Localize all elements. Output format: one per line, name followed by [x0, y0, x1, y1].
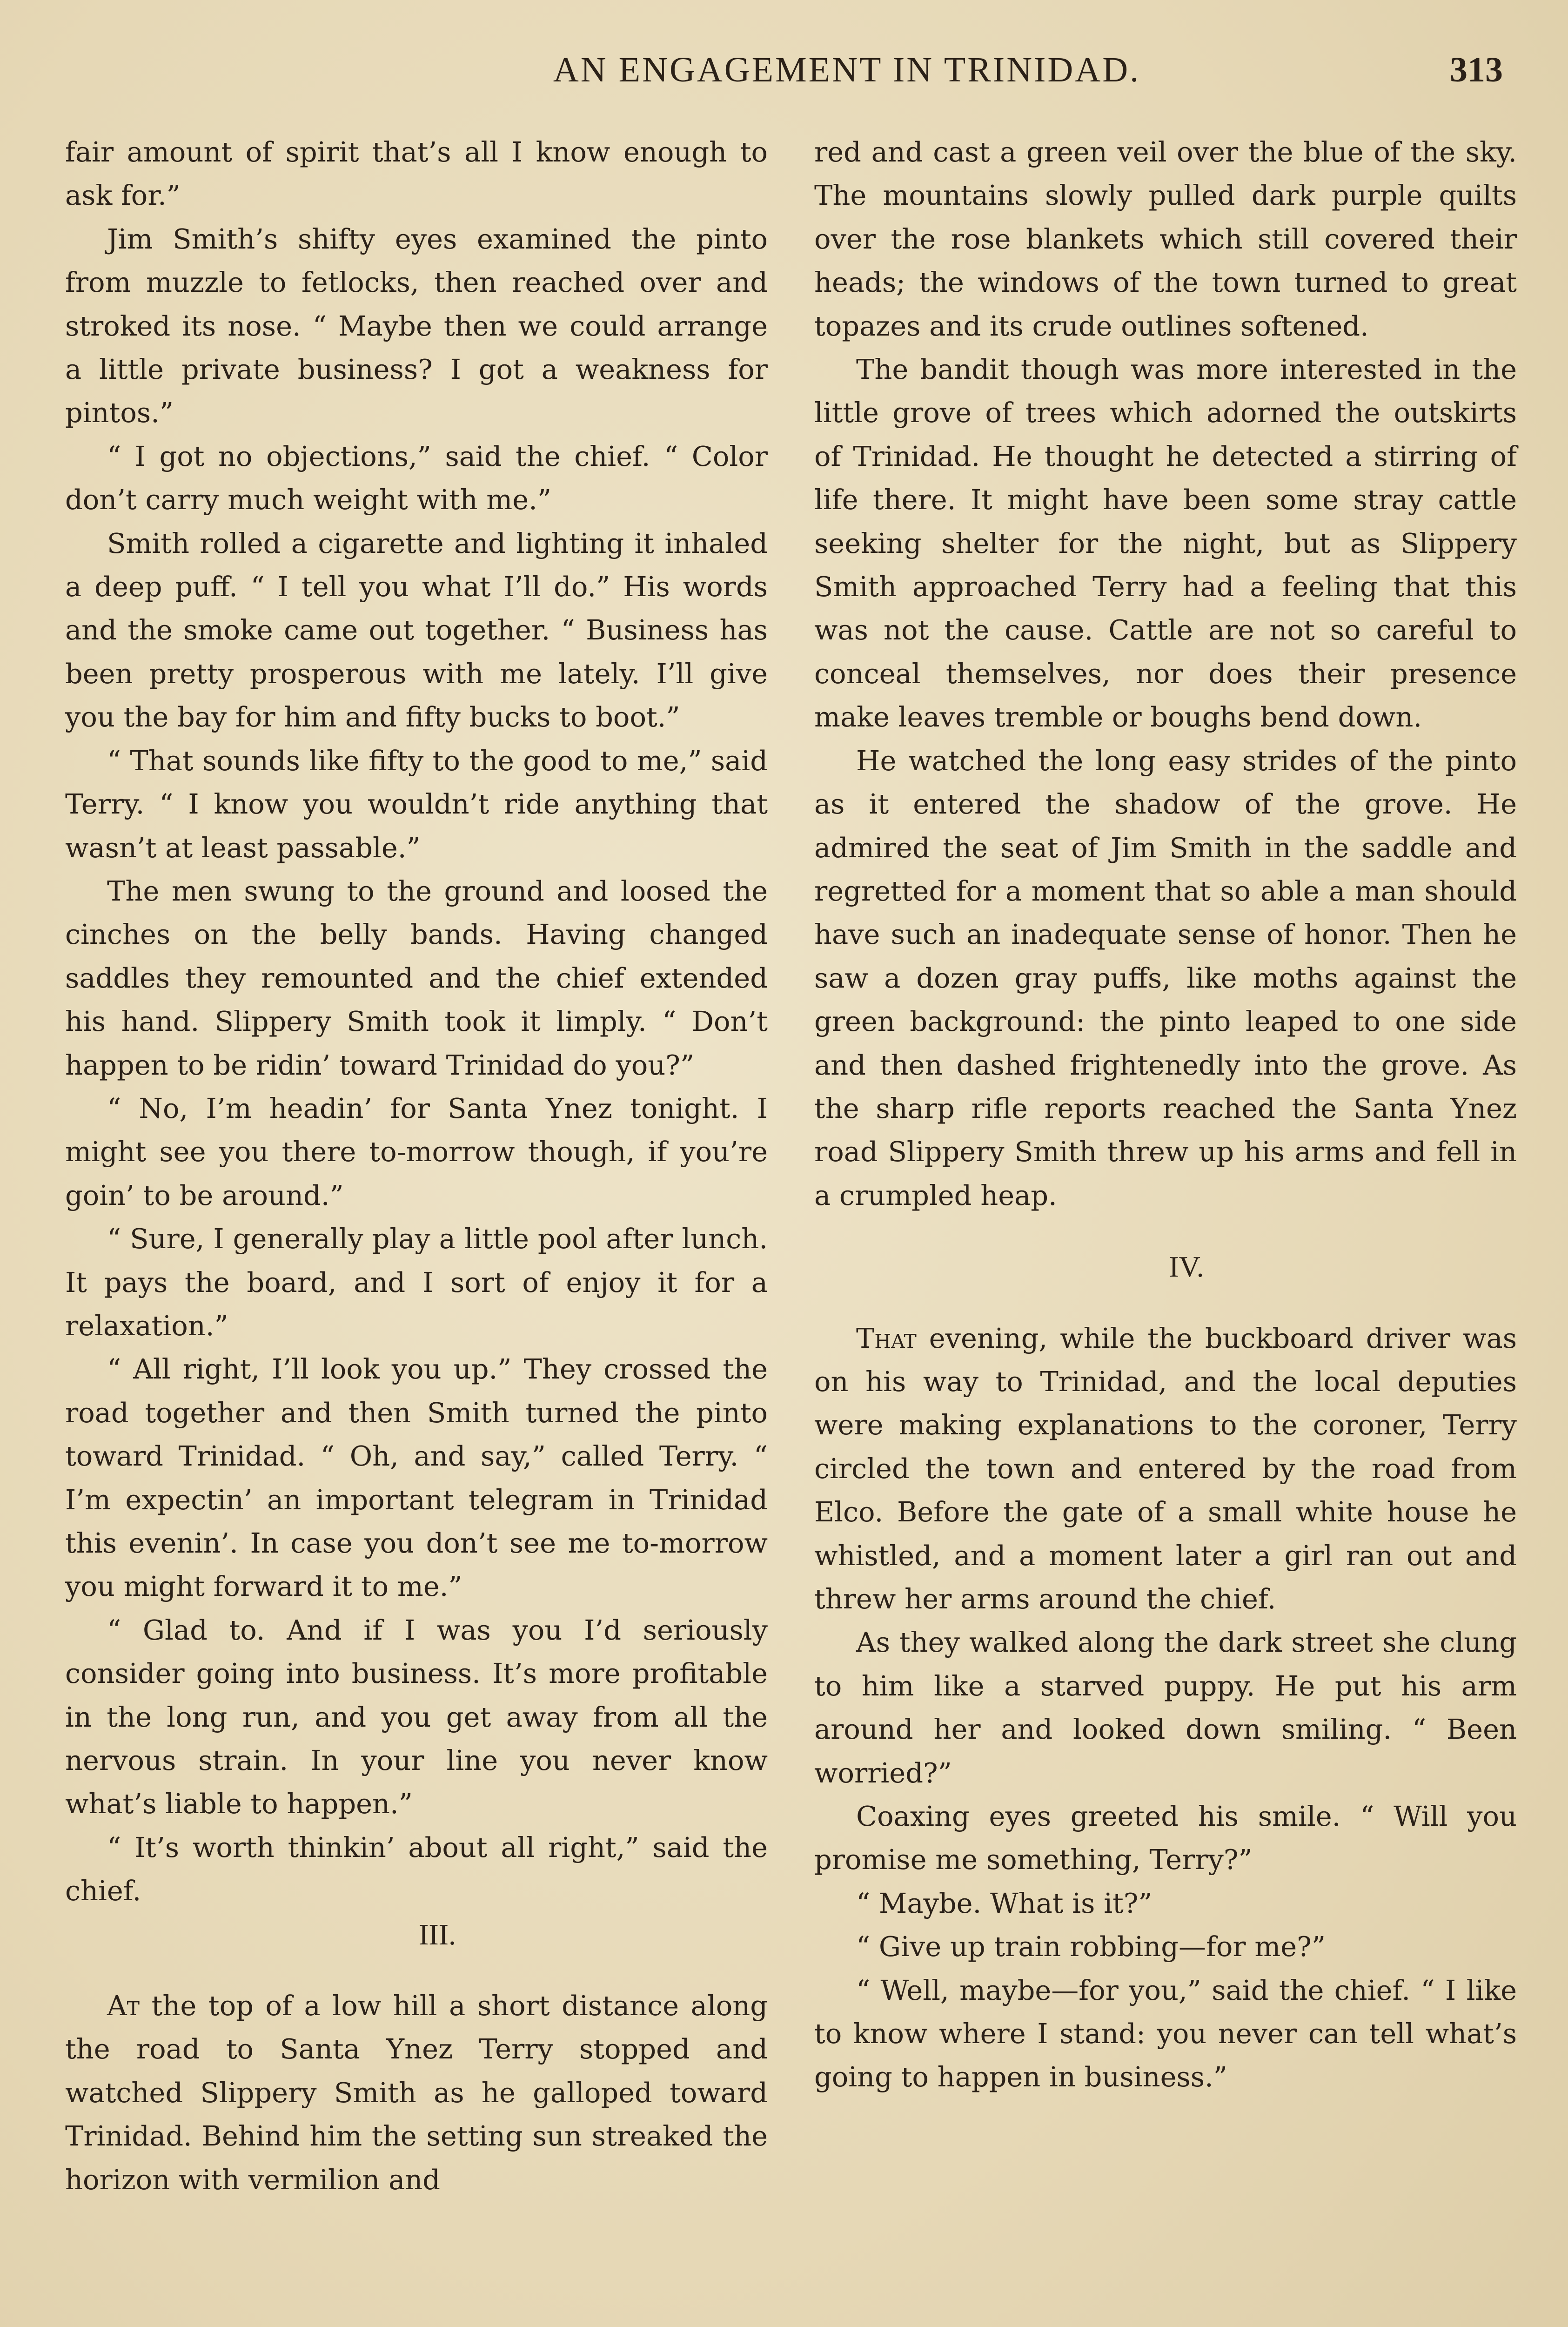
paragraph: “ It’s worth thinkin’ about all right,” said the chief. — [65, 1831, 768, 1907]
paragraph: “ All right, I’ll look you up.” They crossed the road together and then Smith turned the pinto toward Trinidad. “ Oh, and say,” called Terry. “ I’m expectin’ an important telegram in Trinidad this evenin’. In case you don’t see me to-morrow you might forward it to me.” — [65, 1353, 768, 1603]
section-opening-paragraph — [65, 1984, 768, 2201]
paragraph: “ No, I’m headin’ for Santa Ynez tonight. I might see you there to-morrow though, if you’re goin’ to be around.” — [65, 1092, 768, 1211]
paragraph: fair amount of spirit that’s all I know enough to ask for.” — [65, 136, 768, 212]
left-column — [65, 130, 768, 2201]
paragraph: red and cast a green veil over the blue of the sky. The mountains slowly pulled dark purple quilts over the rose blankets which still covered their heads; the windows of the town turned to great topazes and its crude outlines softened. — [814, 136, 1517, 342]
section-lead-word: At — [107, 1990, 140, 2022]
paragraph: “ Well, maybe—for you,” said the chief. “ I like to know where I stand: you never can tell what’s going to happen in business.” — [814, 1974, 1517, 2093]
section-lead-word: That — [856, 1322, 917, 1354]
paragraph: “ Sure, I generally play a little pool after lunch. It pays the board, and I sort of enjoy it for a relaxation.” — [65, 1223, 768, 1342]
paragraph: As they walked along the dark street she clung to him like a starved puppy. He put his arm around her and looked down smiling. “ Been worried?” — [814, 1626, 1517, 1789]
paragraph: He watched the long easy strides of the pinto as it entered the shadow of the grove. He admired the seat of Jim Smith in the saddle and regretted for a moment that so able a man should have such an inadequate sense of honor. Then he saw a dozen gray puffs, like moths against the green background: the pinto leaped to one side and then dashed frightenedly into the grove. As the sharp rifle reports reached the Santa Ynez road Slippery Smith threw up his arms and fell in a crumpled heap. — [814, 744, 1517, 1211]
paragraph: “ Glad to. And if I was you I’d seriously consider going into business. It’s more profitable in the long run, and you get away from all the nervous strain. In your line you never know what’s liable to happen.” — [65, 1614, 768, 1820]
paragraph: Jim Smith’s shifty eyes examined the pinto from muzzle to fetlocks, then reached over and stroked its nose. “ Maybe then we could arrange a little private business? I got a weakness for pintos.” — [65, 222, 768, 429]
paragraph: Smith rolled a cigarette and lighting it inhaled a deep puff. “ I tell you what I’ll do.” His words and the smoke came out together. “ Business has been pretty prosperous with me lately. I’ll give you the bay for him and fifty bucks to boot.” — [65, 527, 768, 733]
paragraph: The bandit though was more interested in the little grove of trees which adorned the outskirts of Trinidad. He thought he detected a stirring of life there. It might have been some stray cattle seeking shelter for the night, but as Slippery Smith approached Terry had a feeling that this was not the cause. Cattle are not so careful to conceal themselves, nor does their presence make leaves tremble or boughs bend down. — [814, 353, 1517, 733]
magazine-page — [65, 47, 1517, 2327]
section-heading: IV. — [1169, 1250, 1204, 1284]
section-paragraph-text: evening, while the buckboard driver was on his way to Trinidad, and the local deputies were making explanations to the coroner, Terry circled the town and entered by the road from Elco. Before the gate of a small white house he whistled, and a moment later a girl ran out and threw her arms around the chief. — [814, 1322, 1517, 1615]
right-column — [814, 130, 1517, 2099]
section-opening-paragraph — [814, 1317, 1517, 1621]
running-title: AN ENGAGEMENT IN TRINIDAD. — [553, 50, 1141, 89]
page-header — [65, 47, 1517, 98]
section-paragraph-text: the top of a low hill a short distance along the road to Santa Ynez Terry stopped and watched Slippery Smith as he galloped toward Trinidad. Behind him the setting sun streaked the horizon with vermilion and — [65, 1990, 768, 2196]
page-number: 313 — [1450, 50, 1503, 89]
section-heading: III. — [419, 1917, 456, 1951]
paragraph: “ Give up train robbing—for me?” — [856, 1930, 1326, 1963]
paragraph: The men swung to the ground and loosed the cinches on the belly bands. Having changed saddles they remounted and the chief extended his hand. Slippery Smith took it limply. “ Don’t happen to be ridin’ toward Trinidad do you?” — [65, 874, 768, 1081]
paragraph: “ I got no objections,” said the chief. “ Color don’t carry much weight with me.” — [65, 440, 768, 516]
paragraph: “ That sounds like fifty to the good to me,” said Terry. “ I know you wouldn’t ride anything that wasn’t at least passable.” — [65, 744, 768, 864]
paragraph: Coaxing eyes greeted his smile. “ Will you promise me something, Terry?” — [814, 1800, 1517, 1876]
paragraph: “ Maybe. What is it?” — [856, 1887, 1153, 1919]
